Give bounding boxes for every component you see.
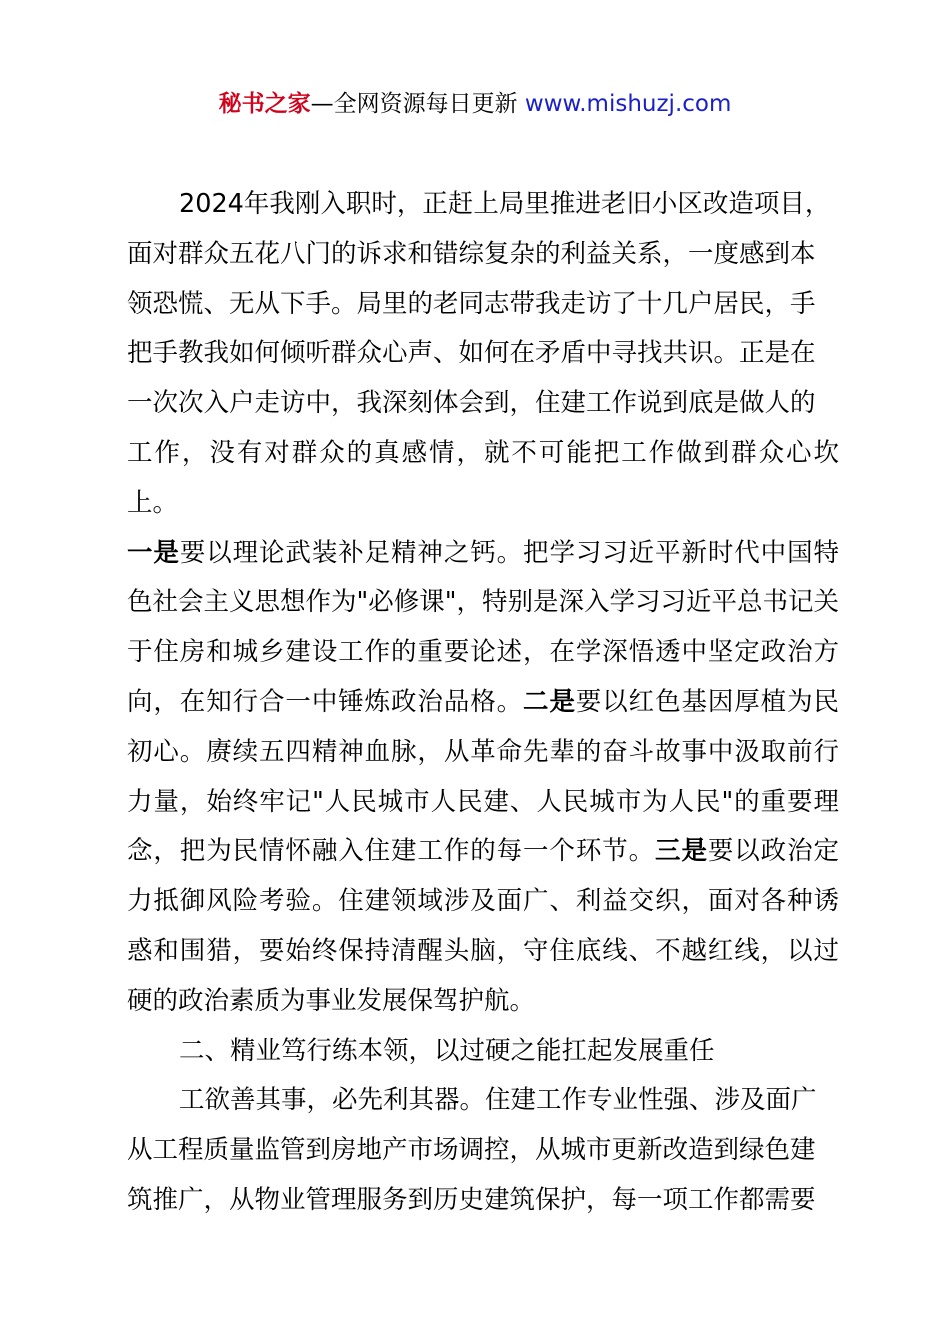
intro-line: 一次次入户走访中，我深刻体会到，住建工作说到底是做人的 bbox=[127, 388, 816, 419]
header-tagline: —全网资源每日更新 bbox=[310, 91, 525, 117]
section-two-line: 工欲善其事，必先利其器。住建工作专业性强、涉及面广 bbox=[179, 1085, 817, 1116]
section-two-line: 从工程质量监管到房地产市场调控，从城市更新改造到绿色建 bbox=[127, 1135, 816, 1166]
paragraph-points bbox=[127, 529, 839, 1027]
header-brand: 秘书之家 bbox=[218, 91, 311, 117]
header-url[interactable]: www.mishuzj.com bbox=[524, 91, 732, 117]
point-three-text: 要以政治定力抵御风险考验。住建领域涉及面广、利益交织，面对各种诱惑和围猎，要始终保持清醒头脑，守住底线、不越红线，以过硬的政治素质为事业发展保驾护航。 bbox=[127, 836, 839, 1016]
section-two-line: 筑推广，从物业管理服务到历史建筑保护，每一项工作都需要 bbox=[127, 1184, 816, 1215]
intro-line: 2024年我刚入职时，正赶上局里推进老旧小区改造项目， bbox=[179, 189, 831, 219]
intro-line: 把手教我如何倾听群众心声、如何在矛盾中寻找共识。正是在 bbox=[127, 338, 816, 369]
point-one-text: 要以理论武装补足精神之钙。把学习习近平新时代中国特色社会主义思想作为"必修课"，特别是深入学习习近平总书记关于住房和城乡建设工作的重要论述，在学深悟透中坚定政治方向，在知行合一中锤炼政治品格。 bbox=[127, 537, 839, 717]
point-two-text: 要以红色基因厚植为民初心。赓续五四精神血脉，从革命先辈的奋斗故事中汲取前行力量，始终牢记"人民城市人民建、人民城市为人民"的重要理念，把为民情怀融入住建工作的每一个环节。 bbox=[127, 686, 839, 867]
intro-line: 工作，没有对群众的真感情，就不可能把工作做到群众心坎上。 bbox=[127, 437, 839, 518]
point-one-lead: 一是 bbox=[127, 537, 180, 568]
point-three-lead: 三是 bbox=[655, 836, 708, 867]
point-two-lead: 二是 bbox=[523, 686, 576, 717]
paragraph-section-two bbox=[127, 1076, 839, 1225]
document-body bbox=[127, 180, 839, 1226]
section-heading: 二、精业笃行练本领，以过硬之能扛起发展重任 bbox=[179, 1035, 715, 1066]
page-header bbox=[0, 84, 950, 124]
intro-line: 领恐慌、无从下手。局里的老同志带我走访了十几户居民，手 bbox=[127, 288, 816, 319]
intro-line: 面对群众五花八门的诉求和错综复杂的利益关系，一度感到本 bbox=[127, 238, 816, 269]
paragraph-intro bbox=[127, 180, 839, 529]
